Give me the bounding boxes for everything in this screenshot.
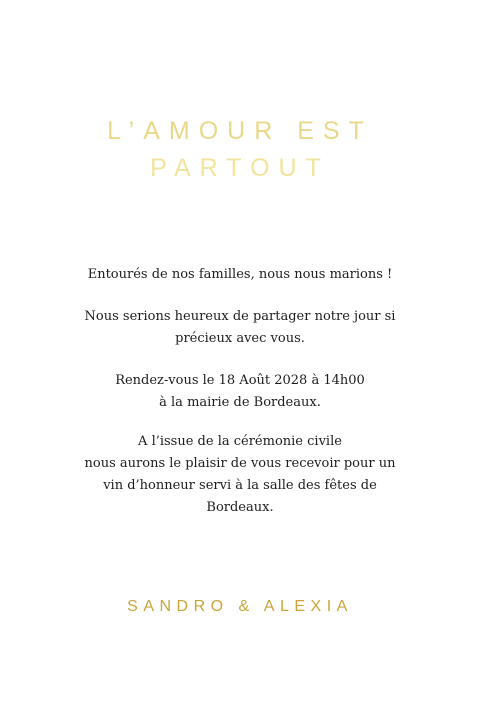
paragraph-share [0,306,480,350]
paragraph-line: précieux avec vous. [175,331,305,346]
paragraph-line: à la mairie de Bordeaux. [159,395,321,410]
paragraph-date-location [0,370,480,414]
paragraph-line: A l’issue de la cérémonie civile [138,434,342,449]
paragraph-reception [0,431,480,519]
paragraph-line: nous aurons le plaisir de vous recevoir pour un [84,456,396,471]
title-line-1: L’AMOUR EST [107,117,373,145]
paragraph-line: vin d’honneur servi à la salle des fêtes de [103,478,377,493]
title-line-2: PARTOUT [150,154,330,182]
paragraph-line: Nous serions heureux de partager notre jour si [84,309,396,324]
paragraph-announcement [0,264,480,286]
paragraph-line: Rendez-vous le 18 Août 2028 à 14h00 [115,373,365,388]
paragraph-line: Bordeaux. [206,500,274,515]
couple-signature: SANDRO & ALEXIA [127,598,353,615]
paragraph-line: Entourés de nos familles, nous nous marions ! [87,267,393,282]
